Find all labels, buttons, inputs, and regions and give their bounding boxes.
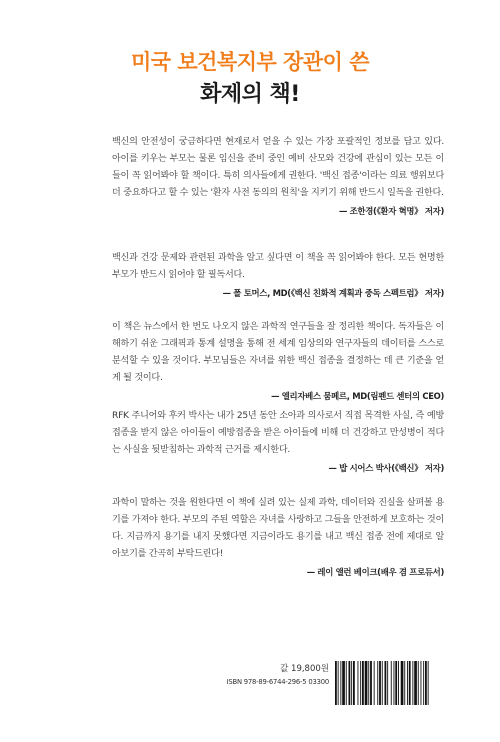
barcode-bar bbox=[368, 661, 369, 705]
blurb-author: — 레이 앨런 베이크(배우 겸 프로듀서) bbox=[306, 567, 444, 577]
blurb-3 bbox=[112, 319, 444, 402]
barcode-bar bbox=[360, 661, 361, 705]
headline-top: 미국 보건복지부 장관이 쓴 bbox=[130, 50, 370, 74]
barcode-bar bbox=[340, 661, 341, 705]
barcode-bar bbox=[398, 661, 399, 705]
barcode-image bbox=[335, 661, 463, 705]
barcode-bar bbox=[377, 661, 378, 705]
barcode-bar bbox=[395, 661, 397, 705]
barcode-bar bbox=[387, 661, 388, 705]
barcode-bar bbox=[385, 661, 387, 705]
barcode-bar bbox=[382, 661, 383, 705]
price-label: 값 19,800원 bbox=[280, 664, 329, 674]
barcode-bar bbox=[394, 661, 395, 705]
barcode-bar bbox=[379, 661, 381, 705]
headline-bottom: 화제의 책! bbox=[200, 82, 300, 107]
blurb-author: — 폴 토머스, MD(《백신 친화적 계획과 중독 스펙트럼》 저자) bbox=[222, 288, 444, 298]
blurb-author: — 엘리자베스 뭄페르, MD(림펜드 센터의 CEO) bbox=[271, 391, 444, 401]
barcode-bar bbox=[362, 661, 364, 705]
barcode-bar bbox=[425, 661, 427, 705]
barcode-bar bbox=[335, 661, 337, 705]
blurb-4 bbox=[112, 408, 444, 474]
barcode-bar bbox=[353, 661, 355, 705]
barcode-bar bbox=[409, 661, 411, 705]
barcode-bar bbox=[374, 661, 375, 705]
blurb-text: 백신의 안전성이 궁금하다면 현재로서 얻을 수 있는 가장 포괄적인 정보를 담고 있다. 아이를 키우는 부모는 물론 임신을 준비 중인 예비 산모와 건강에 관심이 있는 모든 이들이 꼭 읽어봐야 할 책이다. 특히 의사들에게 권한다. '백신 접종'이라는 의료 행위보다 더 중요하다고 할 수 있는 '환자 사전 동의의 원칙'을 지키기 위해 반드시 일독을 권한다. bbox=[112, 137, 444, 198]
barcode-bar bbox=[391, 661, 392, 705]
barcode-bar bbox=[349, 661, 351, 705]
barcode-bar bbox=[346, 661, 347, 705]
barcode-bar bbox=[407, 661, 408, 705]
barcode-bar bbox=[423, 661, 424, 705]
blurb-text: RFK 주니어와 후커 박사는 내가 25년 동안 소아과 의사로서 직접 목격한 사실, 즉 예방접종을 받지 않은 아이들이 예방접종을 받은 아이들에 비해 더 건강하고 만성병이 적다는 사실을 뒷받침하는 과학적 근거를 제시한다. bbox=[112, 411, 444, 455]
barcode-bar bbox=[342, 661, 345, 705]
blurb-text: 이 책은 뉴스에서 한 번도 나오지 않은 과학적 연구들을 잘 정리한 책이다. 독자들은 이해하기 쉬운 그래픽과 통계 설명을 통해 전 세계 임상의와 연구자들의 데이터를 스스로 분석할 수 있을 것이다. 부모님들은 자녀를 위한 백신 접종을 결정하는 데 큰 기준을 얻게 될 것이다. bbox=[112, 322, 444, 383]
blurb-5 bbox=[112, 495, 444, 578]
barcode-bar bbox=[418, 661, 419, 705]
price-isbn-block bbox=[227, 663, 329, 688]
barcode-bar bbox=[421, 661, 422, 705]
isbn-label: ISBN 978-89-6744-296-5 03300 bbox=[226, 678, 329, 686]
blurb-author: — 밥 시어스 박사(《백신》 저자) bbox=[328, 463, 444, 473]
barcode-bar bbox=[401, 661, 404, 705]
blurb-author: — 조한경(《환자 혁명》 저자) bbox=[338, 206, 444, 216]
barcode-bar bbox=[428, 661, 429, 705]
barcode-bar bbox=[404, 661, 405, 705]
blurb-2 bbox=[112, 250, 444, 299]
blurb-text: 백신과 건강 문제와 관련된 과학을 알고 싶다면 이 책을 꼭 읽어봐야 한다. 모든 현명한 부모가 반드시 읽어야 할 필독서다. bbox=[112, 253, 444, 280]
barcode-bar bbox=[358, 661, 359, 705]
barcode-bar bbox=[365, 661, 368, 705]
barcode-bar bbox=[338, 661, 339, 705]
barcode-bar bbox=[370, 661, 372, 705]
barcode-bar bbox=[412, 661, 413, 705]
barcode-bar bbox=[414, 661, 417, 705]
barcode-bar bbox=[351, 661, 352, 705]
blurb-1 bbox=[112, 134, 444, 217]
blurb-text: 과학이 말하는 것을 원한다면 이 책에 실려 있는 실제 과학, 데이터와 진실을 살펴볼 용기를 가져야 한다. 부모의 주된 역할은 자녀를 사랑하고 그들을 안전하게 보호하는 것이다. 지금까지 용기를 내지 못했다면 지금이라도 용기를 내고 백신 접종 전에 제대로 알아보기를 간곡히 부탁드린다! bbox=[112, 498, 444, 559]
